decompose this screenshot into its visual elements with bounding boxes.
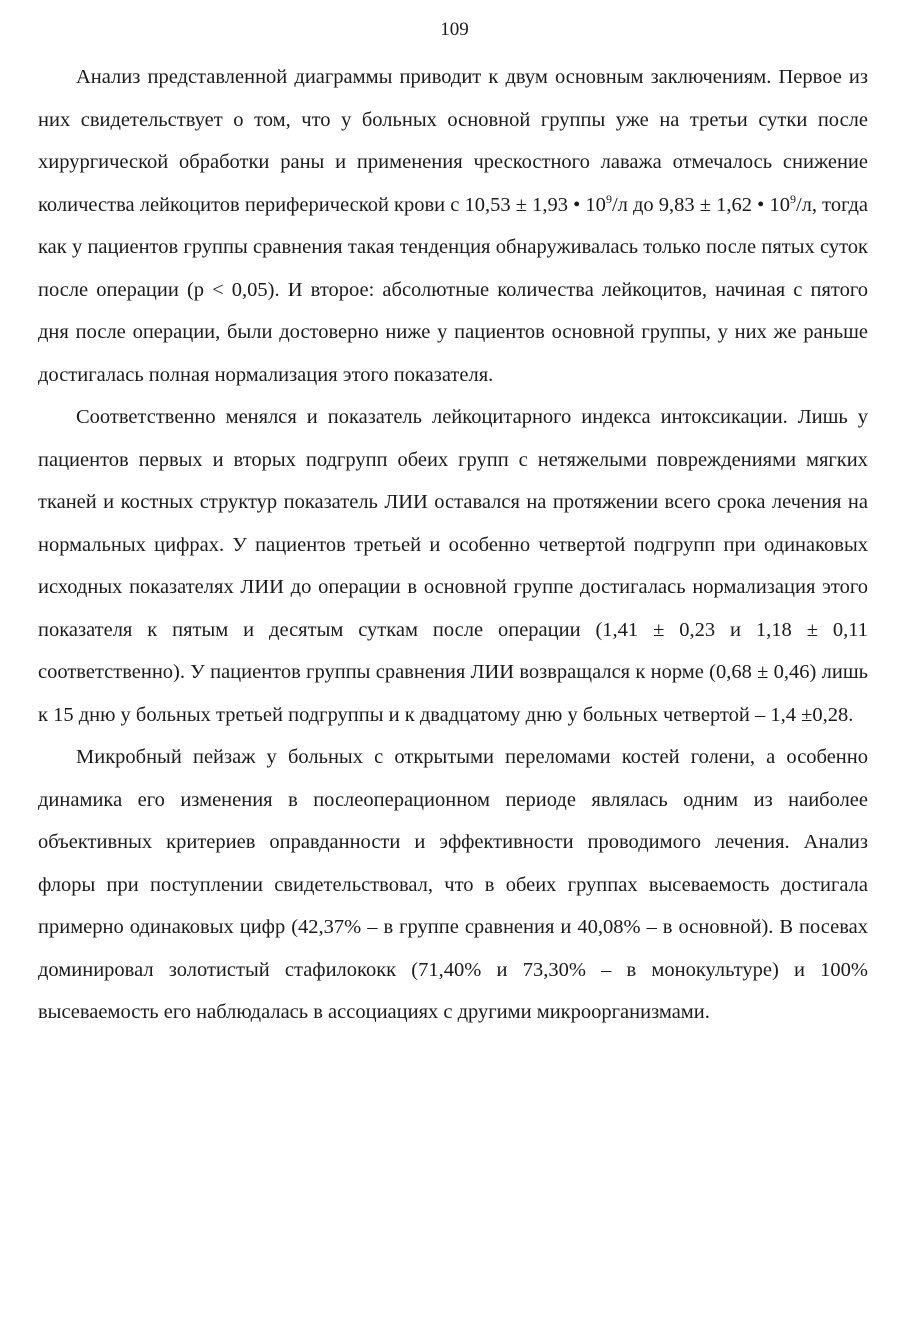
paragraph-diagram-analysis bbox=[38, 56, 868, 396]
superscript-exponent: 9 bbox=[605, 191, 612, 206]
superscript-exponent: 9 bbox=[789, 191, 796, 206]
paragraph-lii-index: Соответственно менялся и показатель лейкоцитарного индекса интоксикации. Лишь у пациентов первых и вторых подгрупп обеих групп с нетяжелыми повреждениями мягких тканей и костных структур показатель ЛИИ оставался на протяжении всего срока лечения на нормальных цифрах. У пациентов третьей и особенно четвертой подгрупп при одинаковых исходных показателях ЛИИ до операции в основной группе достигалась нормализация этого показателя к пятым и десятым суткам после операции (1,41 ± 0,23 и 1,18 ± 0,11 соответственно). У пациентов группы сравнения ЛИИ возвращался к норме (0,68 ± 0,46) лишь к 15 дню у больных третьей подгруппы и к двадцатому дню у больных четвертой – 1,4 ±0,28. bbox=[38, 406, 868, 726]
paragraph-text: Анализ представленной диаграммы приводит к двум основным заключениям. Первое из них свидетельствует о том, что у больных основной группы уже на третьи сутки после хирургической обработки раны и применения чрескостного лаважа отмечалось снижение количества лейкоцитов периферической крови с 10,53 ± 1,93 • 10 bbox=[38, 66, 868, 216]
paragraph-text: /л, тогда как у пациентов группы сравнения такая тенденция обнаруживалась только после пятых суток после операции (р < 0,05). И второе: абсолютные количества лейкоцитов, начиная с пятого дня после операции, были достоверно ниже у пациентов основной группы, у них же раньше достигалась полная нормализация этого показателя. bbox=[38, 193, 869, 386]
document-body bbox=[38, 56, 868, 1034]
page-number: 109 bbox=[440, 19, 469, 40]
paragraph-text: /л до 9,83 ± 1,62 • 10 bbox=[611, 193, 790, 216]
paragraph-microbial-landscape: Микробный пейзаж у больных с открытыми переломами костей голени, а особенно динамика его изменения в послеоперационном периоде являлась одним из наиболее объективных критериев оправданности и эффективности проводимого лечения. Анализ флоры при поступлении свидетельствовал, что в обеих группах высеваемость достигала примерно одинаковых цифр (42,37% – в группе сравнения и 40,08% – в основной). В посевах доминировал золотистый стафилококк (71,40% и 73,30% – в монокультуре) и 100% высеваемость его наблюдалась в ассоциациях с другими микроорганизмами. bbox=[38, 746, 868, 1023]
